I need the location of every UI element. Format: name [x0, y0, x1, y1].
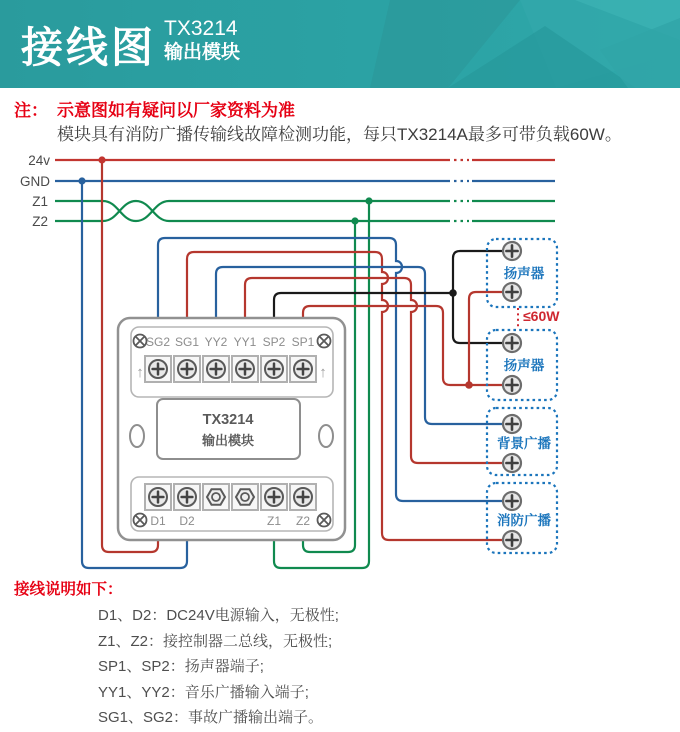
- junction-gnd: [78, 177, 85, 184]
- terminal-label-sp2: SP2: [262, 335, 286, 349]
- speaker1-terminal-top: [503, 242, 521, 260]
- terminal-label-d1: D1: [150, 514, 166, 528]
- speaker2-label: 扬声器: [503, 358, 545, 373]
- instruction-item-sp: SP1、SP2：扬声器端子;: [98, 658, 264, 675]
- terminal-hex: [203, 484, 229, 510]
- fire-broadcast-terminal-bottom: [503, 531, 521, 549]
- model-number: TX3214: [164, 17, 238, 40]
- bus-label-z2: Z2: [32, 214, 48, 229]
- terminal-sp1: [290, 356, 316, 382]
- speaker1-terminal-bottom: [503, 283, 521, 301]
- module-mount-hole-left: [130, 425, 144, 447]
- terminal-sg2: [145, 356, 171, 382]
- terminal-z1: [261, 484, 287, 510]
- device-boxes: [487, 239, 560, 553]
- terminal-hex: [232, 484, 258, 510]
- terminal-label-yy1: YY1: [233, 335, 257, 349]
- instruction-item-d: D1、D2：DC24V电源输入，无极性;: [98, 607, 339, 624]
- corner-screw-icon: [134, 335, 147, 348]
- terminal-label-d2: D2: [179, 514, 195, 528]
- corner-screw-icon: [318, 335, 331, 348]
- module-body: [118, 318, 345, 540]
- terminal-label-sg1: SG1: [174, 335, 200, 349]
- terminal-label-sp1: SP1: [291, 335, 315, 349]
- terminal-z2: [290, 484, 316, 510]
- terminal-sp2: [261, 356, 287, 382]
- speaker2-terminal-top: [503, 334, 521, 352]
- bus-label-gnd: GND: [20, 174, 50, 189]
- module-mount-hole-right: [319, 425, 333, 447]
- junction-z1: [365, 197, 372, 204]
- bus-z2-line: [55, 201, 555, 221]
- fire-broadcast-label: 消防广播: [497, 513, 551, 528]
- terminal-label-yy2: YY2: [204, 335, 228, 349]
- speaker2-terminal-bottom: [503, 376, 521, 394]
- bg-broadcast-terminal-top: [503, 415, 521, 433]
- note-prefix: 注：: [14, 101, 48, 120]
- module-model-text: TX3214: [202, 412, 254, 428]
- module-label-plate: [157, 399, 300, 459]
- corner-screw-icon: [318, 514, 331, 527]
- terminal-d2: [174, 484, 200, 510]
- model-name: 输出模块: [164, 42, 241, 63]
- instruction-item-z: Z1、Z2：接控制器二总线，无极性;: [98, 633, 333, 650]
- instructions-title: 接线说明如下：: [14, 581, 123, 598]
- bg-broadcast-terminal-bottom: [503, 454, 521, 472]
- speaker1-label: 扬声器: [503, 266, 545, 281]
- terminal-label-z1: Z1: [266, 514, 282, 528]
- note-warning: 示意图如有疑问以厂家资料为准: [57, 101, 295, 120]
- bus-z1-line: [55, 201, 555, 221]
- junction-z2: [351, 217, 358, 224]
- terminal-yy2: [203, 356, 229, 382]
- instruction-item-yy: YY1、YY2：音乐广播输入端子;: [98, 684, 309, 701]
- module-name-text: 输出模块: [201, 433, 255, 448]
- bus-labels: [20, 153, 50, 229]
- bus-label-z1: Z1: [32, 194, 48, 209]
- bus-label-24v: 24v: [28, 153, 50, 168]
- corner-screw-icon: [134, 514, 147, 527]
- arrow-up-icon: ↑: [319, 364, 327, 381]
- junction-speaker-black: [449, 289, 457, 297]
- page-title: 接线图: [21, 24, 157, 71]
- terminal-label-sg2: SG2: [145, 335, 171, 349]
- terminal-sg1: [174, 356, 200, 382]
- background-broadcast-label: 背景广播: [497, 436, 551, 451]
- arrow-up-icon: ↑: [136, 364, 144, 381]
- load-limit-label: ≤60W: [523, 308, 560, 324]
- bus-lines: [55, 160, 555, 221]
- terminal-d1: [145, 484, 171, 510]
- junction-speaker-red: [465, 381, 473, 389]
- terminal-yy1: [232, 356, 258, 382]
- junction-24v: [98, 156, 105, 163]
- instruction-item-sg: SG1、SG2：事故广播输出端子。: [98, 709, 324, 726]
- note-description: 模块具有消防广播传输线故障检测功能，每只TX3214A最多可带负载60W。: [57, 125, 622, 144]
- fire-broadcast-terminal-top: [503, 492, 521, 510]
- terminal-label-z2: Z2: [295, 514, 311, 528]
